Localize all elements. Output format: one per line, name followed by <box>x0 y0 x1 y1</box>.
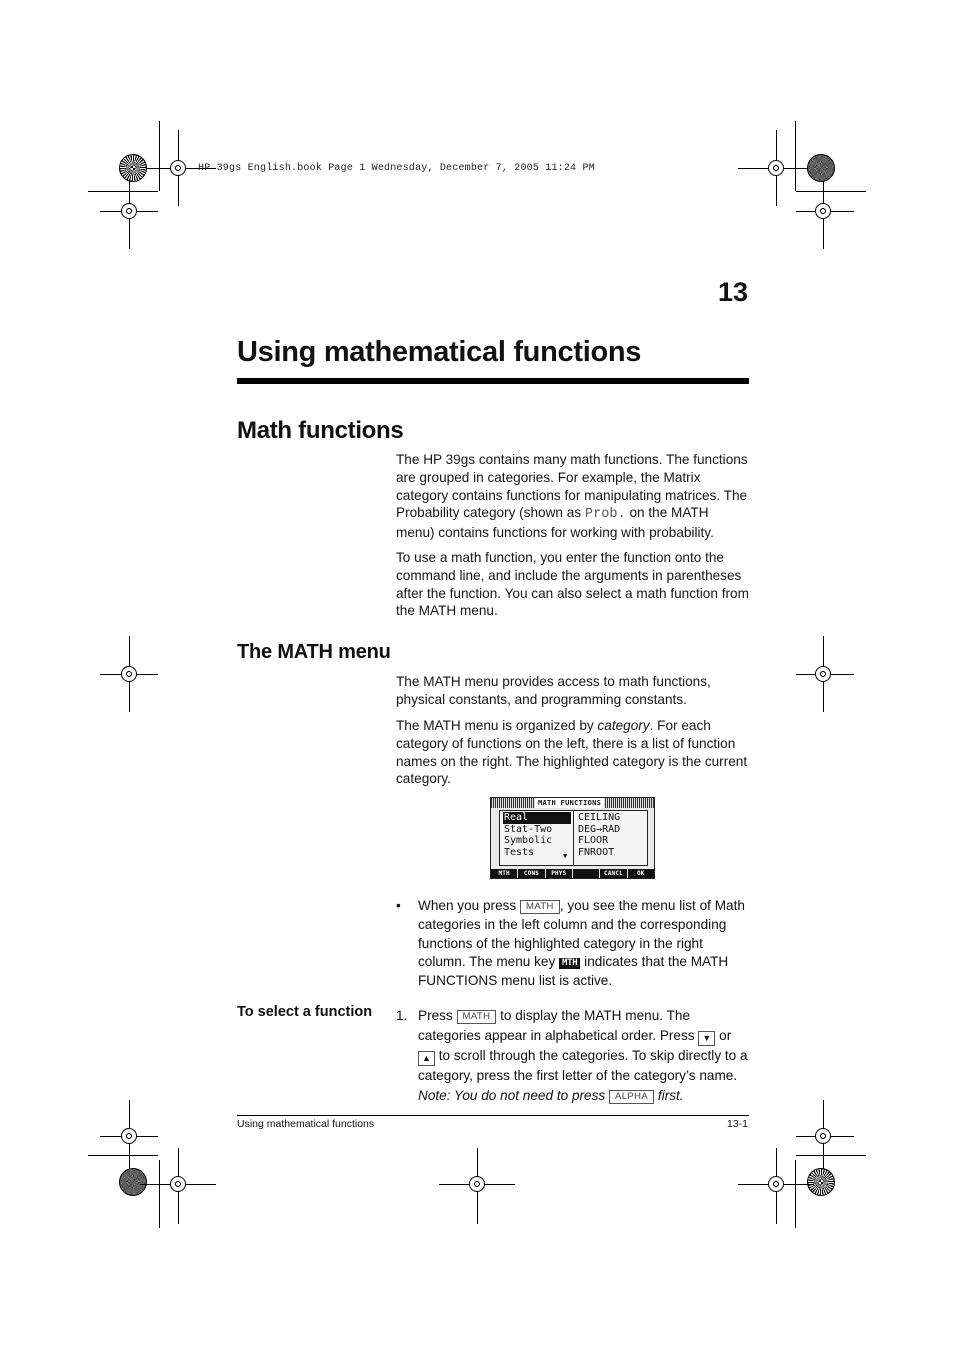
category-item-selected[interactable]: Real <box>503 812 571 824</box>
category-item[interactable]: Tests <box>504 846 535 858</box>
mth-menukey-icon: MTH <box>559 958 580 969</box>
paragraph-text: The HP 39gs contains many math functions. The functions are grouped in categories. For example, the Matrix category contains functions for manipulating matrices. The Probability category (shown as <box>396 452 748 521</box>
registration-target-icon <box>170 1176 186 1192</box>
registration-target-icon <box>768 160 784 176</box>
paragraph-text: on the MATH menu) contains functions for working with probability. <box>396 505 714 541</box>
crop-mark <box>159 121 160 191</box>
registration-target-icon <box>469 1176 485 1192</box>
registration-target-icon <box>815 203 831 219</box>
category-item[interactable]: Symbolic <box>504 835 553 846</box>
footer-page-number: 13-1 <box>726 1118 748 1130</box>
bullet-text <box>418 897 750 991</box>
procedure-heading: To select a function <box>237 1004 373 1020</box>
section-paragraph-1 <box>396 451 750 542</box>
footer-chapter-title: Using mathematical functions <box>237 1118 375 1130</box>
menu-list-box <box>499 810 648 866</box>
registration-target-icon <box>121 203 137 219</box>
step-number: 1. <box>396 1008 408 1023</box>
chapter-number: 13 <box>717 277 748 307</box>
softkey-cancel[interactable]: CANCL <box>600 869 626 878</box>
registration-target-icon <box>768 1176 784 1192</box>
registration-target-icon <box>121 666 137 682</box>
function-item[interactable]: CEILING <box>578 812 621 823</box>
step-text <box>418 1006 750 1106</box>
screen-title: MATH FUNCTIONS <box>535 798 604 808</box>
softkey-ok[interactable]: OK <box>628 869 654 878</box>
note-text: Note: You do not need to press <box>418 1088 609 1103</box>
crop-mark <box>88 191 158 192</box>
paragraph-text: When you press <box>418 898 520 913</box>
subsection-title: The MATH menu <box>237 641 391 663</box>
print-header: HP 39gs English.book Page 1 Wednesday, December 7, 2005 11:24 PM <box>198 163 595 174</box>
category-item[interactable]: Stat-Two <box>504 823 553 835</box>
paragraph-text: to scroll through the categories. To skip directly to a category, press the first letter of the category’s name. <box>418 1048 748 1083</box>
softkey-cons[interactable]: CONS <box>518 869 544 878</box>
section-paragraph-2 <box>396 549 750 620</box>
registration-target-icon <box>170 160 186 176</box>
section-title: Math functions <box>237 417 404 444</box>
code-prob: Prob. <box>584 507 626 523</box>
crop-mark <box>796 191 866 192</box>
scroll-down-arrow-icon: ▼ <box>563 852 568 860</box>
starburst-mark-icon <box>119 1168 147 1196</box>
starburst-mark-icon <box>807 154 835 182</box>
registration-target-icon <box>121 1128 137 1144</box>
alpha-key: ALPHA <box>609 1090 654 1104</box>
paragraph-text: . For each category of functions on the left, there is a list of function names on the right. The highlighted category is the current category. <box>396 718 748 787</box>
bullet-marker: • <box>396 898 401 913</box>
paragraph-text: To use a math function, you enter the function onto the command line, and include the arguments in parentheses after the function. You can also select a math function from the MATH menu. <box>396 550 749 619</box>
paragraph-text: indicates that the MATH FUNCTIONS menu list is active. <box>418 954 729 989</box>
crop-mark <box>88 1155 158 1156</box>
math-key: MATH <box>520 900 560 914</box>
down-arrow-key-icon: ▼ <box>698 1031 715 1046</box>
paragraph-text: The MATH menu provides access to math functions, physical constants, and programming constants. <box>396 674 711 707</box>
subsection-paragraph-1 <box>396 673 750 709</box>
function-list <box>577 812 645 858</box>
paragraph-text: , you see the menu list of Math categories in the left column and the corresponding functions of the highlighted category in the right column. The menu key <box>418 898 745 970</box>
math-key: MATH <box>457 1010 497 1024</box>
paragraph-text: The MATH menu is organized by <box>396 718 598 733</box>
softkey-bar <box>491 869 654 878</box>
calculator-screen <box>490 797 655 879</box>
subsection-paragraph-2 <box>396 717 750 788</box>
category-list <box>503 812 571 858</box>
note-text: first. <box>654 1088 684 1103</box>
paragraph-text: or <box>715 1028 732 1043</box>
softkey-phys[interactable]: PHYS <box>546 869 572 878</box>
starburst-mark-icon <box>119 154 147 182</box>
title-rule <box>237 378 749 384</box>
softkey-mth[interactable]: MTH <box>491 869 517 878</box>
crop-mark <box>159 1160 160 1228</box>
scroll-up-arrow-icon: ▲ <box>563 812 568 820</box>
registration-target-icon <box>815 666 831 682</box>
function-item[interactable]: FLOOR <box>578 835 609 846</box>
starburst-mark-icon <box>807 1168 835 1196</box>
column-divider <box>573 811 574 865</box>
chapter-title: Using mathematical functions <box>237 336 642 368</box>
crop-mark <box>795 1160 796 1228</box>
emphasis-category: category <box>597 718 650 733</box>
crop-mark <box>796 1155 866 1156</box>
crop-mark <box>795 121 796 191</box>
function-item[interactable]: FNROOT <box>578 846 615 858</box>
paragraph-text: Press <box>418 1008 457 1023</box>
registration-target-icon <box>815 1128 831 1144</box>
softkey-blank <box>573 869 599 878</box>
paragraph-text: to display the MATH menu. The categories appear in alphabetical order. Press <box>418 1008 699 1043</box>
function-item[interactable]: DEG→RAD <box>578 823 621 835</box>
footer-rule <box>237 1115 749 1116</box>
up-arrow-key-icon: ▲ <box>418 1051 435 1066</box>
